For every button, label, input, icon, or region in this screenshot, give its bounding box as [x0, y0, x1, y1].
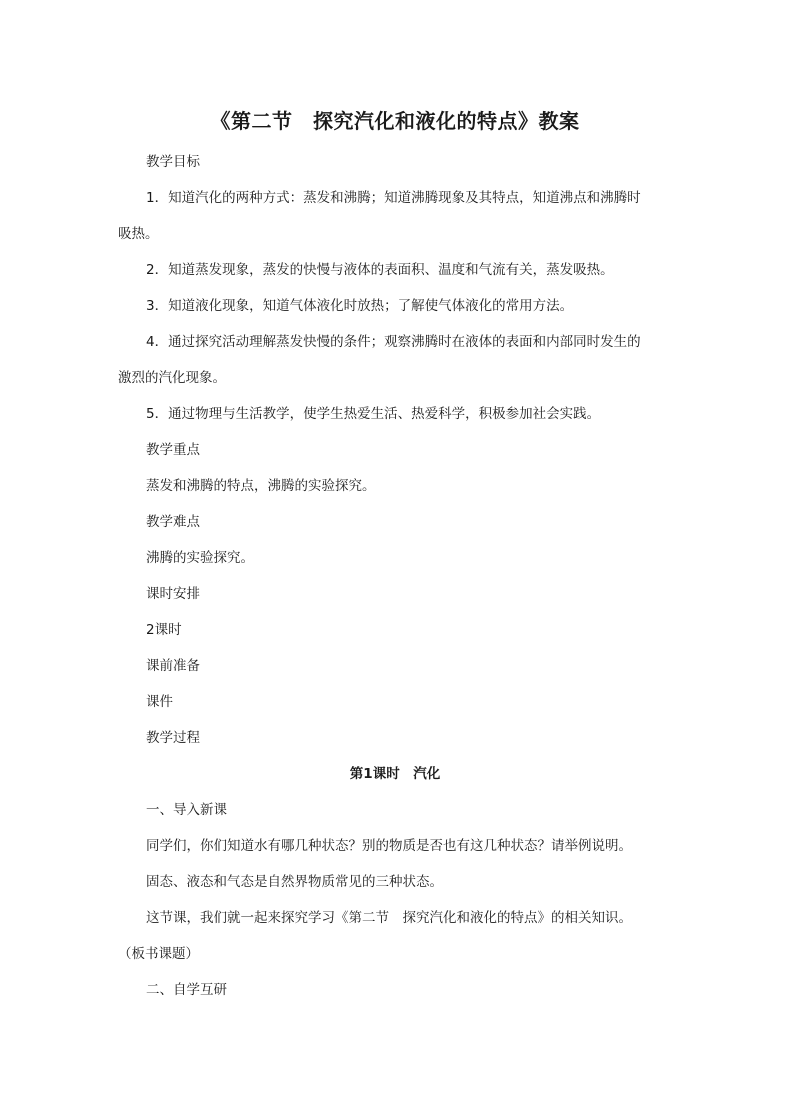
- preparation-heading: 课前准备: [146, 658, 200, 674]
- objectives-heading: 教学目标: [146, 154, 200, 170]
- intro-question: 同学们，你们知道水有哪几种状态？别的物质是否也有这几种状态？请举例说明。: [146, 838, 632, 854]
- objective-3: 3．知道液化现象，知道气体液化时放热；了解使气体液化的常用方法。: [146, 298, 574, 314]
- schedule-heading: 课时安排: [146, 586, 200, 602]
- objective-4-line-1: 4．通过探究活动理解蒸发快慢的条件；观察沸腾时在液体的表面和内部同时发生的: [146, 334, 641, 350]
- difficulties-heading: 教学难点: [146, 514, 200, 530]
- intro-lesson-line-2: （板书课题）: [118, 946, 199, 962]
- lesson-1-heading: 第1课时 汽化: [349, 766, 441, 782]
- difficulties-text: 沸腾的实验探究。: [146, 550, 254, 566]
- key-points-text: 蒸发和沸腾的特点，沸腾的实验探究。: [146, 478, 376, 494]
- objective-1-line-2: 吸热。: [118, 226, 159, 242]
- objective-2: 2．知道蒸发现象，蒸发的快慢与液体的表面积、温度和气流有关，蒸发吸热。: [146, 262, 614, 278]
- objective-5: 5．通过物理与生活教学，使学生热爱生活、热爱科学，积极参加社会实践。: [146, 406, 601, 422]
- key-points-heading: 教学重点: [146, 442, 200, 458]
- section-2-heading: 二、自学互研: [146, 982, 227, 998]
- preparation-text: 课件: [146, 694, 173, 710]
- objective-4-line-2: 激烈的汽化现象。: [118, 370, 226, 386]
- document-title: 《第二节 探究汽化和液化的特点》教案: [210, 109, 580, 133]
- process-heading: 教学过程: [146, 730, 200, 746]
- objective-1-line-1: 1．知道汽化的两种方式：蒸发和沸腾；知道沸腾现象及其特点，知道沸点和沸腾时: [146, 190, 641, 206]
- intro-answer: 固态、液态和气态是自然界物质常见的三种状态。: [146, 874, 443, 890]
- section-1-heading: 一、导入新课: [146, 802, 227, 818]
- intro-lesson-line-1: 这节课，我们就一起来探究学习《第二节 探究汽化和液化的特点》的相关知识。: [146, 910, 632, 926]
- schedule-text: 2课时: [146, 622, 182, 638]
